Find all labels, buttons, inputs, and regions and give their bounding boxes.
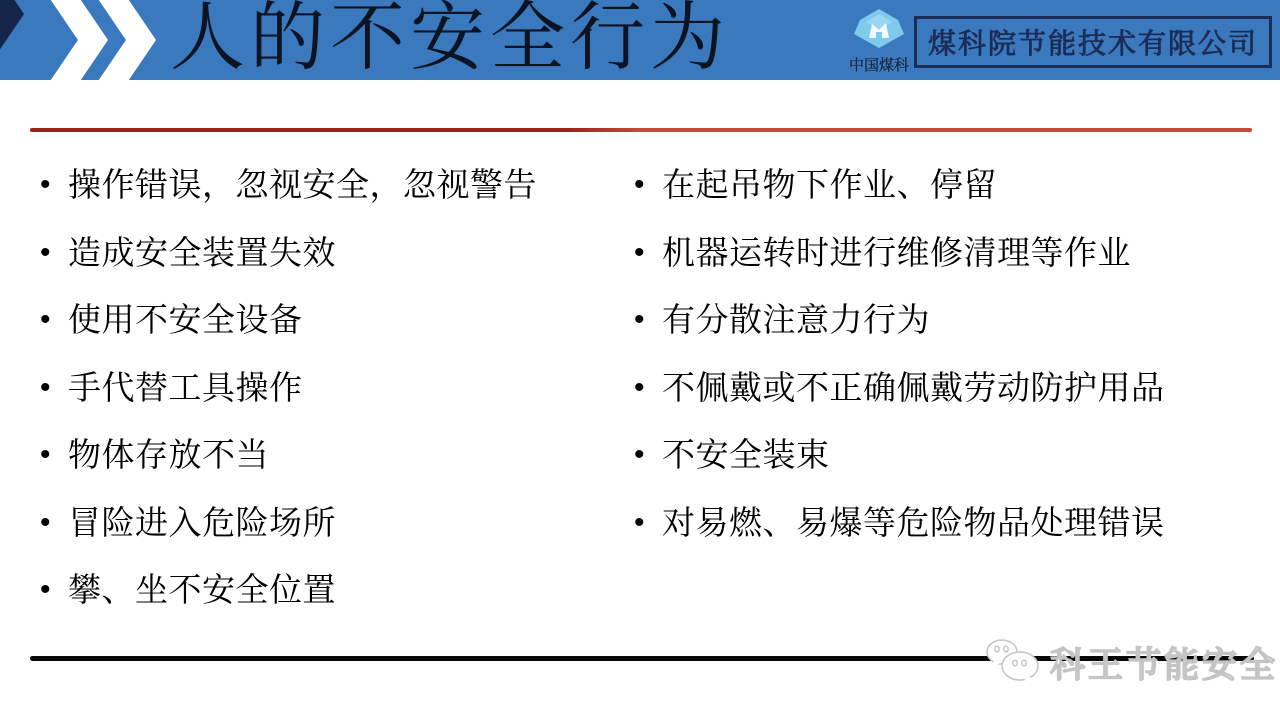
bullet-marker: •	[634, 505, 646, 539]
bullet-marker: •	[634, 303, 646, 336]
bullet-marker: •	[40, 573, 52, 606]
list-item	[634, 421, 1254, 489]
list-item-text: 有分散注意力行为	[662, 301, 930, 338]
list-item	[634, 286, 1254, 354]
list-item	[40, 151, 620, 219]
list-item	[634, 354, 1254, 422]
list-item-text: 不安全装束	[662, 436, 830, 473]
list-item-text: 对易燃、易爆等危险物品处理错误	[662, 503, 1165, 541]
list-item-text: 攀、坐不安全位置	[68, 571, 336, 608]
list-item	[40, 421, 620, 489]
list-item	[634, 489, 1254, 557]
list-item	[634, 151, 1254, 219]
bullet-marker: •	[634, 370, 646, 404]
bullet-marker: •	[634, 168, 646, 201]
bullet-marker: •	[40, 438, 52, 471]
company-name-box: 煤科院节能技术有限公司	[914, 16, 1272, 68]
list-item-text: 冒险进入危险场所	[68, 503, 336, 541]
list-item	[40, 354, 620, 422]
list-item-text: 机器运转时进行维修清理等作业	[662, 233, 1131, 271]
watermark	[980, 630, 1279, 700]
chevron-navy-icon	[0, 0, 24, 64]
list-item-text: 物体存放不当	[68, 436, 269, 473]
bullet-marker: •	[40, 235, 52, 269]
list-item-text: 使用不安全设备	[68, 301, 303, 338]
unsafe-behavior-list-left	[40, 151, 620, 624]
title-divider	[30, 128, 1252, 132]
list-item	[40, 219, 620, 287]
bullet-marker: •	[634, 235, 646, 269]
list-item	[40, 556, 620, 624]
unsafe-behavior-list-right	[634, 151, 1254, 556]
list-item-text: 不佩戴或不正确佩戴劳动防护用品	[662, 368, 1165, 406]
bullet-marker: •	[40, 505, 52, 539]
header-bar	[0, 0, 1280, 80]
list-item	[40, 489, 620, 557]
bullet-marker: •	[40, 168, 52, 201]
page-title: 人的不安全行为	[170, 0, 731, 80]
list-item-text: 在起吊物下作业、停留	[662, 166, 997, 203]
bullet-marker: •	[40, 370, 52, 404]
list-item-text: 手代替工具操作	[68, 368, 303, 406]
list-item	[634, 219, 1254, 287]
bullet-marker: •	[634, 438, 646, 471]
watermark-text: 科王节能安全	[1050, 646, 1279, 685]
bullet-marker: •	[40, 303, 52, 336]
list-item	[40, 286, 620, 354]
logo-brand-text: 中国煤科	[848, 57, 909, 74]
list-item-text: 操作错误，忽视安全，忽视警告	[68, 166, 537, 203]
company-logo	[846, 6, 912, 76]
wechat-icon	[980, 636, 1044, 690]
chevron-white-icon	[44, 0, 108, 80]
logo-mark-icon	[852, 8, 906, 54]
list-item-text: 造成安全装置失效	[68, 233, 336, 271]
